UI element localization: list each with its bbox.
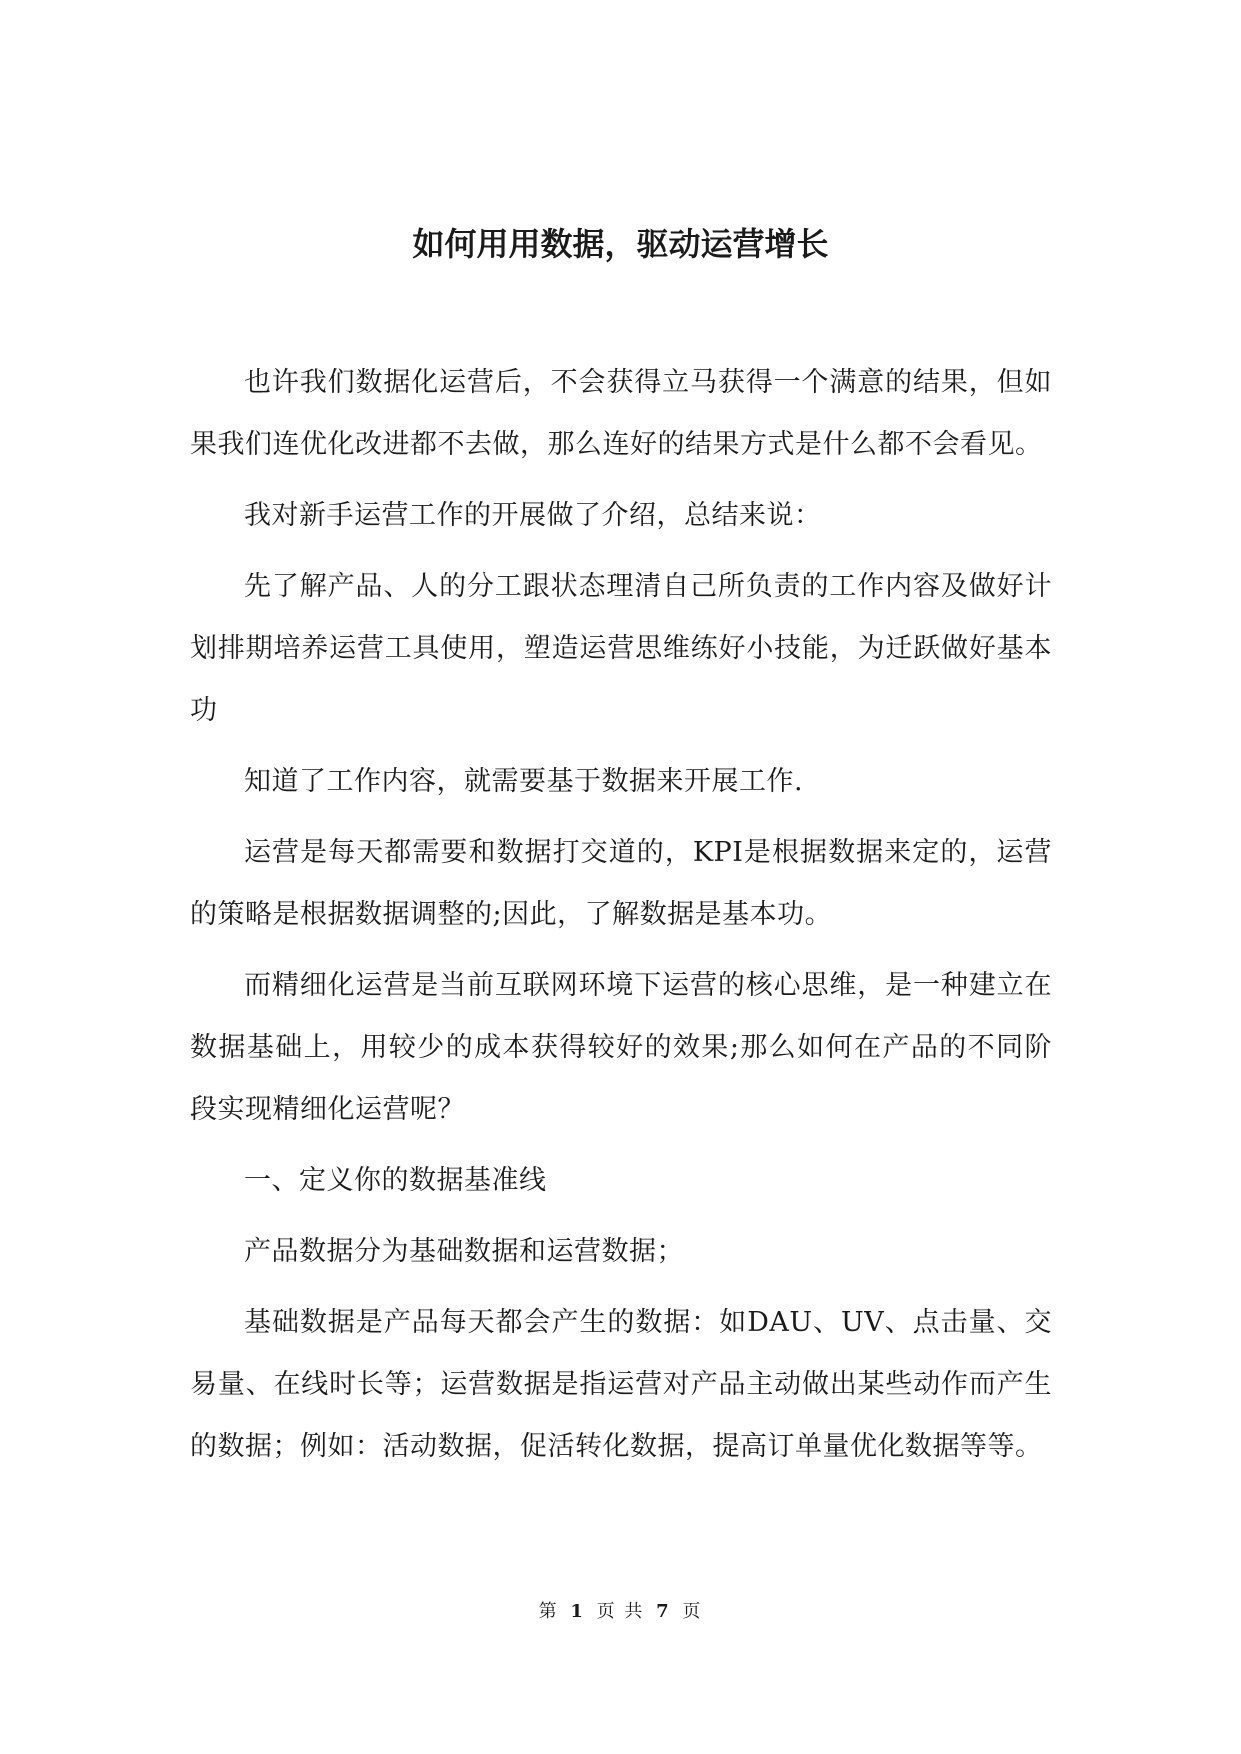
document-title: 如何用用数据，驱动运营增长 <box>412 225 829 263</box>
footer-suffix: 页 <box>682 1601 703 1622</box>
paragraph: 而精细化运营是当前互联网环境下运营的核心思维，是一种建立在数据基础上，用较少的成本获得较好的效果;那么如何在产品的不同阶段实现精细化运营呢？ <box>190 970 1052 1125</box>
paragraph: 我对新手运营工作的开展做了介绍，总结来说： <box>244 500 822 531</box>
section-heading: 一、定义你的数据基准线 <box>244 1165 547 1196</box>
total-page-number: 7 <box>656 1601 671 1622</box>
paragraph: 也许我们数据化运营后，不会获得立马获得一个满意的结果，但如果我们连优化改进都不去做，那么连好的结果方式是什么都不会看见。 <box>190 367 1052 460</box>
paragraph: 知道了工作内容，就需要基于数据来开展工作. <box>244 766 804 797</box>
paragraph: 先了解产品、人的分工跟状态理清自己所负责的工作内容及做好计划排期培养运营工具使用，塑造运营思维练好小技能，为迁跃做好基本功 <box>190 571 1052 726</box>
footer-middle: 页 共 <box>596 1601 645 1622</box>
footer-prefix: 第 <box>538 1601 559 1622</box>
paragraph: 运营是每天都需要和数据打交道的，KPI是根据数据来定的，运营的策略是根据数据调整的;因此，了解数据是基本功。 <box>190 837 1052 930</box>
current-page-number: 1 <box>570 1601 585 1622</box>
document-body <box>190 352 1052 1487</box>
page-footer <box>0 1600 1241 1624</box>
paragraph: 基础数据是产品每天都会产生的数据：如DAU、UV、点击量、交易量、在线时长等；运营数据是指运营对产品主动做出某些动作而产生的数据；例如：活动数据，促活转化数据，提高订单量优化数据等等。 <box>190 1307 1052 1462</box>
paragraph: 产品数据分为基础数据和运营数据； <box>244 1236 684 1267</box>
